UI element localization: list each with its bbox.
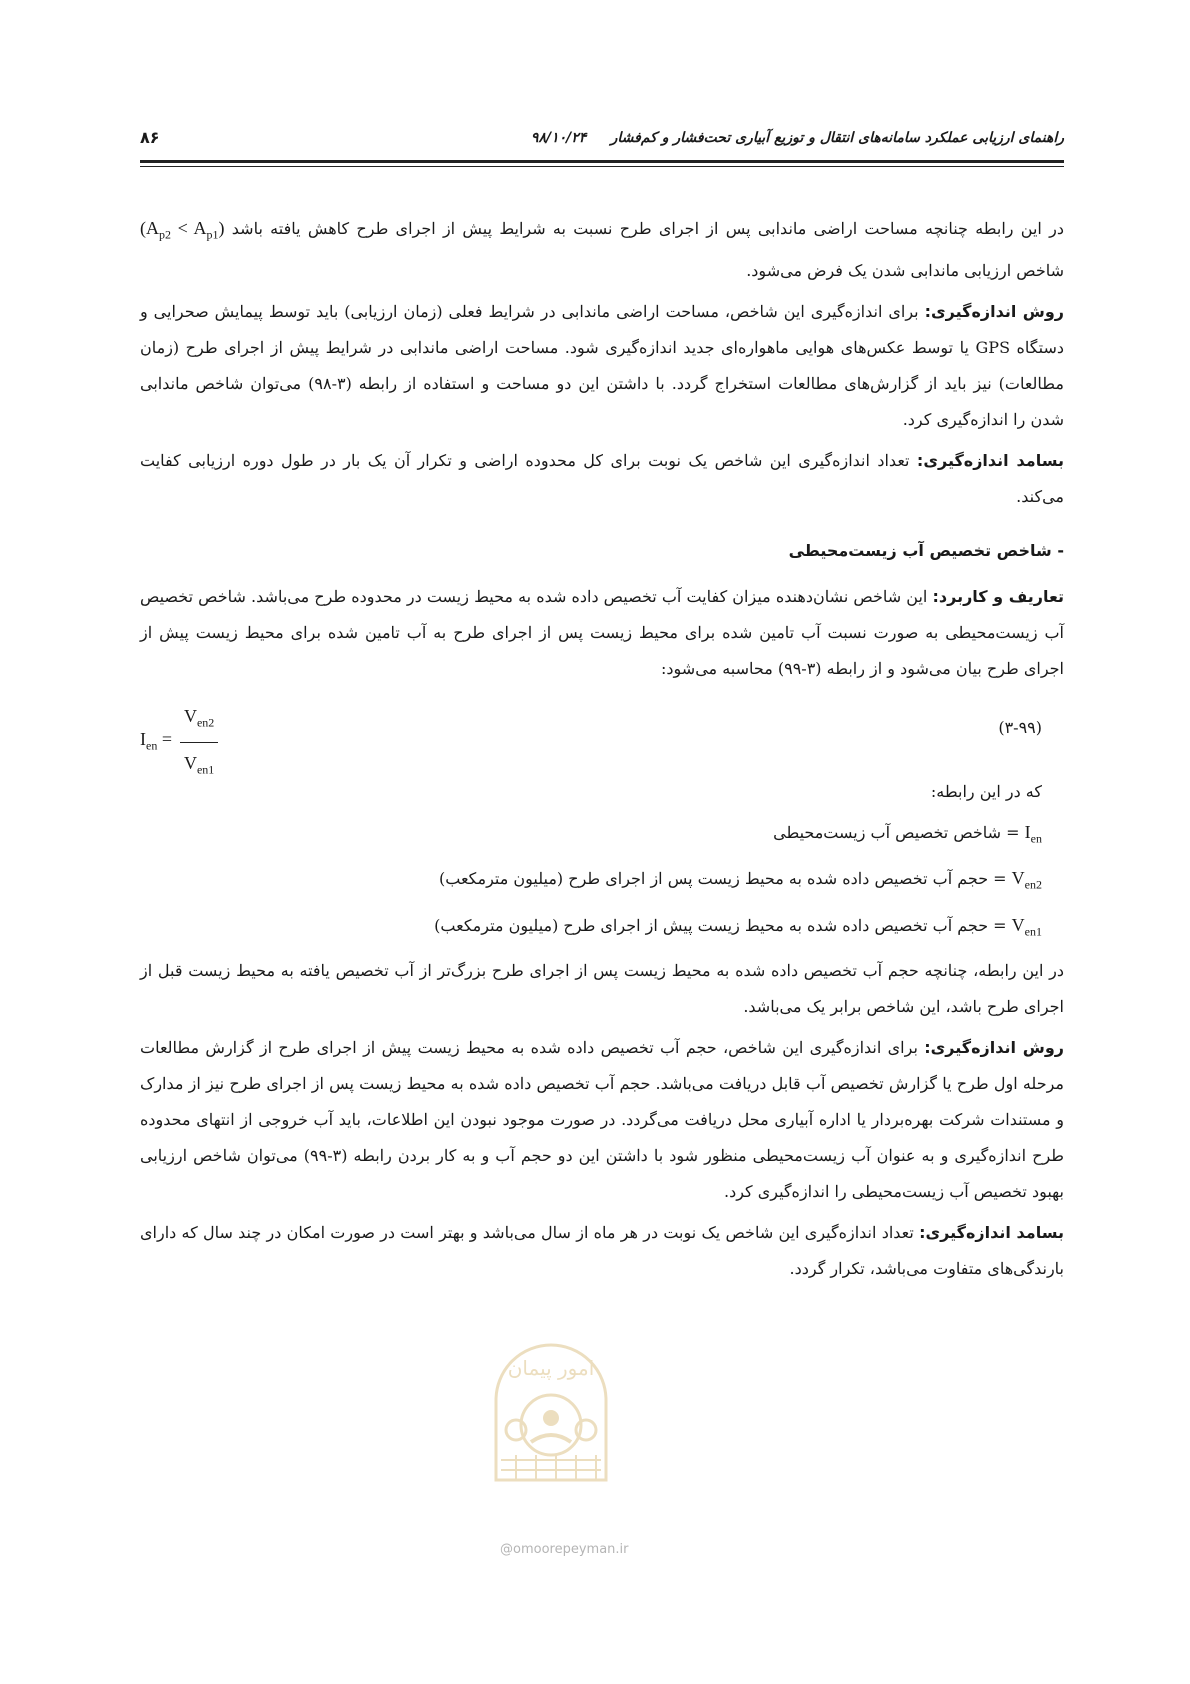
watermark-logo-icon <box>476 1330 626 1510</box>
page-number: ۸۶ <box>140 128 160 147</box>
paragraph-wetland-condition: در این رابطه چنانچه مساحت اراضی ماندابی پس از اجرای طرح نسبت به شرایط پیش از اجرای طرح کاهش یافته باشد $(A_{p2} < A_{p1})$ شاخص ارزیابی ماندابی شدن یک فرض می‌شود. <box>140 218 1064 280</box>
inequality-formula: $(A_{p2} < A_{p1})$ <box>140 218 225 242</box>
fraction: $\frac{V_{en2}}{V_{en1}}$ <box>180 698 218 788</box>
definition-ien: $I_{en}$ = شاخص تخصیص آب زیست‌محیطی <box>773 821 1042 846</box>
frequency-label: بسامد اندازه‌گیری: <box>916 450 1064 470</box>
header-rule-thin <box>140 166 1064 167</box>
paragraph-method-2: روش اندازه‌گیری: برای اندازه‌گیری این شاخص، حجم آب تخصیص داده شده به محیط زیست پیش از اجرای طرح از گزارش مطالعات مرحله اول طرح یا گزارش تخصیص آب قابل دریافت می‌باشد. حجم آب تخصیص داده شده به محیط زیست پس از اجرای طرح نیز از مدارک و مستندات شرکت بهره‌بردار یا اداره آبیاری محل دریافت می‌گردد. در صورت موجود نبودن این اطلاعات، باید آب خروجی از انتهای محدوده طرح اندازه‌گیری و به عنوان آب زیست‌محیطی منظور شود با داشتن این دو حجم آب و به کار بردن رابطه (۳-۹۹) می‌توان شاخص ارزیابی بهبود تخصیص آب زیست‌محیطی را اندازه‌گیری کرد. <box>140 1038 1065 1202</box>
header-title-line <box>531 130 1064 146</box>
paragraph-after-definitions: در این رابطه، چنانچه حجم آب تخصیص داده شده به محیط زیست پس از اجرای طرح بزرگ‌تر از آب تخصیص یافته به محیط زیست قبل از اجرای طرح باشد، این شاخص برابر یک می‌باشد. <box>140 961 1064 1017</box>
paragraph-frequency-1: بسامد اندازه‌گیری: تعداد اندازه‌گیری این شاخص یک نوبت برای کل محدوده اراضی و تکرار آن یک بار در طول دوره ارزیابی کفایت می‌کند. <box>140 450 1064 506</box>
page-header <box>140 124 1064 154</box>
paragraph-definitions: تعاریف و کاربرد: این شاخص نشان‌دهنده میزان کفایت آب تخصیص داده شده به محیط زیست در محدوده طرح می‌باشد. شاخص تخصیص آب زیست‌محیطی به صورت نسبت آب تامین شده برای محیط زیست پس از اجرای طرح به آب تامین شده برای محیط زیست پیش از اجرای طرح بیان می‌شود و از رابطه (۳-۹۹) محاسبه می‌شود: <box>140 586 1065 678</box>
paragraph-method-1: روش اندازه‌گیری: برای اندازه‌گیری این شاخص، مساحت اراضی ماندابی در شرایط فعلی (زمان ارزیابی) باید توسط پیمایش صحرایی و دستگاه GPS یا توسط عکس‌های هوایی ماهواره‌ای جدید اندازه‌گیری شود. مساحت اراضی ماندابی در شرایط پیش از اجرای طرح (زمان مطالعات) نیز باید از گزارش‌های مطالعات استخراج گردد. با داشتن این دو مساحت و استفاده از رابطه (۳-۹۸) می‌توان شاخص ماندابی شدن را اندازه‌گیری کرد. <box>140 301 1065 429</box>
equation-number: (۳-۹۹) <box>998 717 1042 737</box>
paragraph-frequency-2: بسامد اندازه‌گیری: تعداد اندازه‌گیری این شاخص یک نوبت در هر ماه از سال می‌باشد و بهتر است در صورت امکان در چند سال که دارای بارندگی‌های متفاوت می‌باشد، تکرار گردد. <box>140 1223 1064 1279</box>
method-label: روش اندازه‌گیری: <box>924 301 1065 321</box>
method-label-2: روش اندازه‌گیری: <box>924 1038 1065 1058</box>
frequency-label-2: بسامد اندازه‌گیری: <box>919 1223 1064 1243</box>
equation-row <box>140 692 1064 777</box>
where-label: که در این رابطه: <box>930 781 1042 801</box>
section-title: - شاخص تخصیص آب زیست‌محیطی <box>788 540 1064 560</box>
definition-ven1: $V_{en1}$ = حجم آب تخصیص داده شده به محیط زیست پیش از اجرای طرح (میلیون مترمکعب) <box>434 914 1042 939</box>
header-rule <box>140 160 1064 163</box>
website-credit: @omoorepeyman.ir <box>500 1542 629 1557</box>
equation-formula: $I_{en}$ = $\frac{V_{en2}}{V_{en1}}$ <box>140 698 218 788</box>
header-date: ۹۸/۱۰/۲۴ <box>530 130 587 146</box>
header-title: راهنمای ارزیابی عملکرد سامانه‌های انتقال و توزیع آبیاری تحت‌فشار و کم‌فشار <box>610 130 1064 146</box>
page-body <box>140 210 1064 1292</box>
definitions-label: تعاریف و کاربرد: <box>932 586 1065 606</box>
definition-ven2: $V_{en2}$ = حجم آب تخصیص داده شده به محیط زیست پس از اجرای طرح (میلیون مترمکعب) <box>439 868 1042 892</box>
svg-text:امور پیمان: امور پیمان <box>507 1356 595 1380</box>
variable-definitions <box>140 774 1064 950</box>
